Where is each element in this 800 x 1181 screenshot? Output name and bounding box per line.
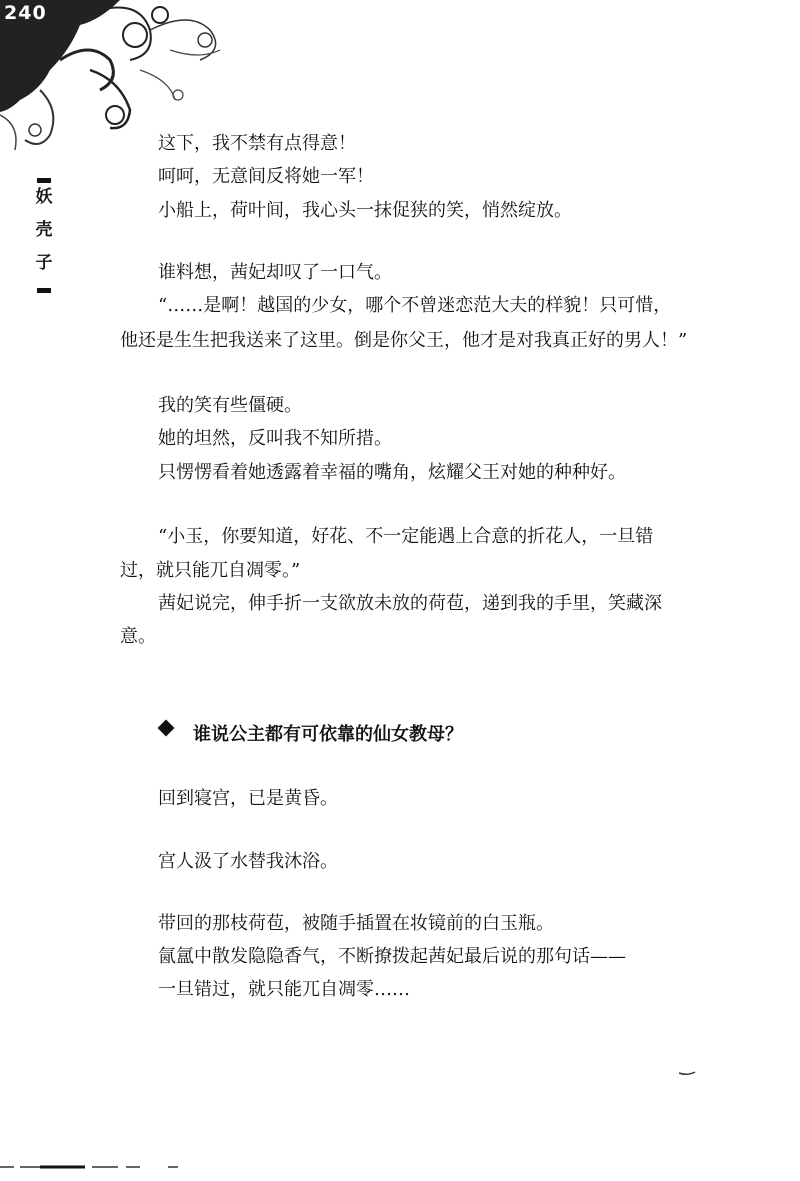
paragraph: 回到寝宫，已是黄昏。 (158, 788, 338, 809)
paragraph: 茜妃说完，伸手折一支欲放未放的荷苞，递到我的手里，笑藏深 (158, 593, 662, 614)
title-char: 子 (35, 253, 53, 273)
paragraph: 小船上，荷叶间，我心头一抹促狭的笑，悄然绽放。 (158, 200, 572, 221)
paragraph: “……是啊！越国的少女，哪个不曾迷恋范大夫的样貌！只可惜， (158, 295, 672, 316)
paragraph: 带回的那枝荷苞，被随手插置在妆镜前的白玉瓶。 (158, 913, 554, 934)
paragraph: 宫人汲了水替我沐浴。 (158, 851, 338, 872)
title-char: 壳 (35, 220, 53, 240)
title-char: 妖 (35, 187, 53, 207)
paragraph: 我的笑有些僵硬。 (158, 395, 302, 416)
paragraph: 谁料想，茜妃却叹了一口气。 (158, 262, 392, 283)
page-number: 240 (4, 2, 47, 24)
paragraph: 这下，我不禁有点得意！ (158, 133, 356, 154)
footer-mark (678, 1070, 696, 1076)
paragraph: 过，就只能兀自凋零。” (120, 560, 301, 581)
paragraph: “小玉，你要知道，好花、不一定能遇上合意的折花人，一旦错 (158, 526, 654, 547)
bottom-rule (0, 1163, 200, 1171)
paragraph: 意。 (120, 626, 156, 647)
title-bracket-top (37, 178, 51, 183)
paragraph: 他还是生生把我送来了这里。倒是你父王，他才是对我真正好的男人！” (120, 330, 688, 351)
vertical-book-title (33, 178, 55, 293)
paragraph: 她的坦然，反叫我不知所措。 (158, 428, 392, 449)
paragraph: 只愣愣看着她透露着幸福的嘴角，炫耀父王对她的种种好。 (158, 462, 626, 483)
diamond-bullet-icon (158, 720, 175, 737)
paragraph: 呵呵，无意间反将她一军！ (158, 166, 374, 187)
paragraph: 一旦错过，就只能兀自凋零…… (158, 979, 410, 1000)
paragraph: 氤氲中散发隐隐香气，不断撩拨起茜妃最后说的那句话—— (158, 946, 626, 967)
title-bracket-bottom (37, 288, 51, 293)
section-heading: 谁说公主都有可依靠的仙女教母？ (193, 724, 463, 745)
